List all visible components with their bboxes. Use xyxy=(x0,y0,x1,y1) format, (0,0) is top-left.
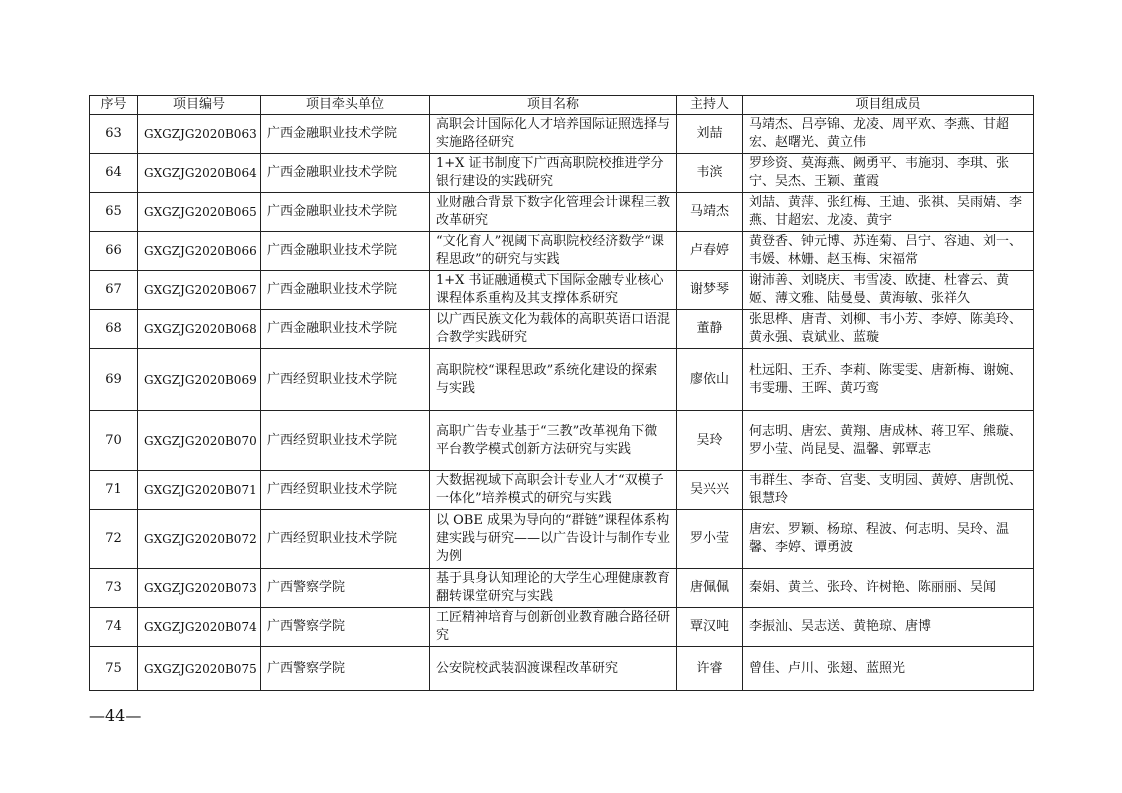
cell-lead-unit: 广西经贸职业技术学院 xyxy=(261,349,430,411)
cell-members: 唐宏、罗颖、杨琼、程波、何志明、吴玲、温馨、李婷、谭勇波 xyxy=(743,510,1034,569)
cell-serial: 72 xyxy=(90,510,138,569)
cell-lead-unit: 广西警察学院 xyxy=(261,608,430,647)
table-row xyxy=(90,310,1034,349)
cell-members: 谢沛善、刘晓庆、韦雪凌、欧捷、杜睿云、黄姬、薄文雅、陆曼曼、黄海敏、张祥久 xyxy=(743,271,1034,310)
cell-members: 曾佳、卢川、张翅、蓝照光 xyxy=(743,647,1034,691)
cell-lead-unit: 广西金融职业技术学院 xyxy=(261,193,430,232)
table-row xyxy=(90,193,1034,232)
table-header-row xyxy=(90,96,1034,115)
cell-members: 李振汕、吴志送、黄艳琼、唐博 xyxy=(743,608,1034,647)
cell-lead-unit: 广西金融职业技术学院 xyxy=(261,115,430,154)
page-number: —44— xyxy=(89,706,142,725)
cell-project-name: 大数据视域下高职会计专业人才“双模子一体化”培养模式的研究与实践 xyxy=(430,471,677,510)
cell-serial: 65 xyxy=(90,193,138,232)
cell-project-code: GXGZJG2020B072 xyxy=(138,510,261,569)
table-row xyxy=(90,471,1034,510)
cell-serial: 63 xyxy=(90,115,138,154)
cell-project-code: GXGZJG2020B074 xyxy=(138,608,261,647)
cell-serial: 75 xyxy=(90,647,138,691)
table-row xyxy=(90,271,1034,310)
cell-host: 廖依山 xyxy=(677,349,743,411)
header-lead-unit: 项目牵头单位 xyxy=(261,96,430,115)
header-members: 项目组成员 xyxy=(743,96,1034,115)
cell-project-name: 工匠精神培育与创新创业教育融合路径研究 xyxy=(430,608,677,647)
cell-host: 刘喆 xyxy=(677,115,743,154)
cell-host: 谢梦琴 xyxy=(677,271,743,310)
cell-serial: 64 xyxy=(90,154,138,193)
cell-project-code: GXGZJG2020B068 xyxy=(138,310,261,349)
cell-project-name: 1+X 书证融通模式下国际金融专业核心课程体系重构及其支撑体系研究 xyxy=(430,271,677,310)
cell-host: 许睿 xyxy=(677,647,743,691)
cell-members: 秦娟、黄兰、张玲、许树艳、陈丽丽、吴闻 xyxy=(743,569,1034,608)
cell-project-name: 以 OBE 成果为导向的“群链”课程体系构建实践与研究——以广告设计与制作专业为例 xyxy=(430,510,677,569)
header-project-name: 项目名称 xyxy=(430,96,677,115)
header-host: 主持人 xyxy=(677,96,743,115)
cell-members: 刘喆、黄萍、张红梅、王迪、张祺、吴雨婧、李燕、甘超宏、龙凌、黄宇 xyxy=(743,193,1034,232)
table-row xyxy=(90,510,1034,569)
cell-lead-unit: 广西经贸职业技术学院 xyxy=(261,510,430,569)
cell-lead-unit: 广西金融职业技术学院 xyxy=(261,154,430,193)
header-serial: 序号 xyxy=(90,96,138,115)
table-row xyxy=(90,411,1034,471)
cell-project-code: GXGZJG2020B075 xyxy=(138,647,261,691)
table-row xyxy=(90,608,1034,647)
table-row xyxy=(90,647,1034,691)
cell-lead-unit: 广西经贸职业技术学院 xyxy=(261,471,430,510)
cell-serial: 70 xyxy=(90,411,138,471)
cell-serial: 66 xyxy=(90,232,138,271)
cell-project-code: GXGZJG2020B073 xyxy=(138,569,261,608)
cell-serial: 69 xyxy=(90,349,138,411)
cell-serial: 71 xyxy=(90,471,138,510)
cell-members: 杜远阳、王乔、李莉、陈雯雯、唐新梅、谢婉、韦雯珊、王晖、黄巧鸾 xyxy=(743,349,1034,411)
cell-serial: 74 xyxy=(90,608,138,647)
cell-lead-unit: 广西金融职业技术学院 xyxy=(261,310,430,349)
cell-members: 张思桦、唐青、刘柳、韦小芳、李婷、陈美玲、黄永强、袁斌业、蓝璇 xyxy=(743,310,1034,349)
table-row xyxy=(90,154,1034,193)
cell-lead-unit: 广西警察学院 xyxy=(261,569,430,608)
cell-host: 罗小莹 xyxy=(677,510,743,569)
cell-project-code: GXGZJG2020B064 xyxy=(138,154,261,193)
table-row xyxy=(90,232,1034,271)
cell-project-code: GXGZJG2020B063 xyxy=(138,115,261,154)
cell-serial: 73 xyxy=(90,569,138,608)
cell-project-name: 业财融合背景下数字化管理会计课程三教改革研究 xyxy=(430,193,677,232)
cell-lead-unit: 广西金融职业技术学院 xyxy=(261,232,430,271)
cell-lead-unit: 广西金融职业技术学院 xyxy=(261,271,430,310)
cell-host: 唐佩佩 xyxy=(677,569,743,608)
cell-serial: 68 xyxy=(90,310,138,349)
cell-project-code: GXGZJG2020B065 xyxy=(138,193,261,232)
cell-project-code: GXGZJG2020B071 xyxy=(138,471,261,510)
project-table xyxy=(89,95,1034,691)
cell-host: 吴玲 xyxy=(677,411,743,471)
cell-host: 吴兴兴 xyxy=(677,471,743,510)
table-row xyxy=(90,349,1034,411)
cell-project-code: GXGZJG2020B070 xyxy=(138,411,261,471)
cell-members: 马靖杰、吕亭锦、龙凌、周平欢、李燕、甘超宏、赵曙光、黄立伟 xyxy=(743,115,1034,154)
cell-project-code: GXGZJG2020B069 xyxy=(138,349,261,411)
header-project-code: 项目编号 xyxy=(138,96,261,115)
cell-project-name: 1+X 证书制度下广西高职院校推进学分银行建设的实践研究 xyxy=(430,154,677,193)
cell-host: 覃汉吨 xyxy=(677,608,743,647)
cell-project-name: 高职会计国际化人才培养国际证照选择与实施路径研究 xyxy=(430,115,677,154)
cell-members: 何志明、唐宏、黄翔、唐成林、蒋卫军、熊璇、罗小莹、尚昆旻、温馨、郭覃志 xyxy=(743,411,1034,471)
cell-serial: 67 xyxy=(90,271,138,310)
cell-project-name: 以广西民族文化为载体的高职英语口语混合教学实践研究 xyxy=(430,310,677,349)
cell-members: 韦群生、李奇、宫斐、支明园、黄婷、唐凯悦、银慧玲 xyxy=(743,471,1034,510)
cell-project-code: GXGZJG2020B067 xyxy=(138,271,261,310)
cell-project-code: GXGZJG2020B066 xyxy=(138,232,261,271)
cell-members: 黄登香、钟元博、苏连菊、吕宁、容迪、刘一、韦媛、林姗、赵玉梅、宋福常 xyxy=(743,232,1034,271)
table-row xyxy=(90,115,1034,154)
cell-host: 马靖杰 xyxy=(677,193,743,232)
cell-lead-unit: 广西警察学院 xyxy=(261,647,430,691)
cell-project-name: “文化育人”视阈下高职院校经济数学“课程思政”的研究与实践 xyxy=(430,232,677,271)
table-row xyxy=(90,569,1034,608)
cell-project-name: 公安院校武装泅渡课程改革研究 xyxy=(430,647,677,691)
cell-host: 卢春婷 xyxy=(677,232,743,271)
cell-project-name: 基于具身认知理论的大学生心理健康教育翻转课堂研究与实践 xyxy=(430,569,677,608)
cell-project-name: 高职院校“课程思政”系统化建设的探索与实践 xyxy=(430,349,677,411)
cell-host: 董静 xyxy=(677,310,743,349)
cell-project-name: 高职广告专业基于“三教”改革视角下微平台教学模式创新方法研究与实践 xyxy=(430,411,677,471)
cell-members: 罗珍资、莫海燕、阙勇平、韦施羽、李琪、张宁、吴杰、王颖、董霞 xyxy=(743,154,1034,193)
cell-host: 韦滨 xyxy=(677,154,743,193)
cell-lead-unit: 广西经贸职业技术学院 xyxy=(261,411,430,471)
